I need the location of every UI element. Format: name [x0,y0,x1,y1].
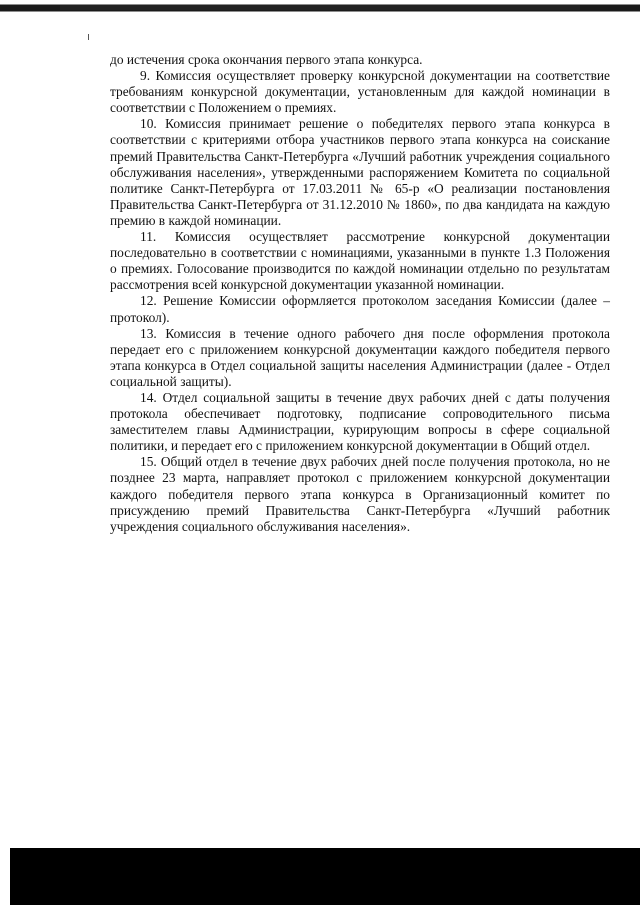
paragraph-text: Комиссия осуществляет проверку конкурсной документации на соответствие требованиям конкурсной документации, установленным для каждой номинации в соответствии с Положением о премиях. [110,68,610,116]
scan-speck [88,34,89,40]
paragraph-13 [110,326,610,390]
paragraph-number: 15. [140,454,157,470]
paragraph-number: 12. [140,293,157,309]
paragraph-text: Комиссия осуществляет рассмотрение конкурсной документации последовательно в соответствии с номинациями, указанными в пункте 1.3 Положения о премиях. Голосование производится по каждой номинации отдельно по результатам рассмотрения всей конкурсной документации указанной номинации. [110,229,610,293]
paragraph-number: 13. [140,325,157,341]
paragraph-text: Общий отдел в течение двух рабочих дней после получения протокола, но не позднее 23 марта, направляет протокол с приложением конкурсной документации каждого победителя первого этапа конкурса в Организационный комитет по присуждению премий Правительства Санкт-Петербурга «Лучший работник учреждения социального обслуживания населения». [110,454,610,534]
paragraph-continuation: до истечения срока окончания первого этапа конкурса. [110,52,423,67]
paragraph-number: 9. [140,68,151,84]
paragraph-10 [110,116,610,229]
paragraph-text: Отдел социальной защиты в течение двух рабочих дней с даты получения протокола обеспечивает подготовку, подписание сопроводительного письма заместителем главы Администрации, курирующим вопросы в сфере социальной политики, и передает его с приложением конкурсной документации в Общий отдел. [110,389,610,454]
paragraph-14 [110,390,610,454]
document-page [110,52,610,535]
paragraph-text: Комиссия принимает решение о победителях первого этапа конкурса в соответствии с критериями отбора участников первого этапа конкурса на соискание премий Правительства Санкт-Петербурга «Лучший работник учреждения социального обслуживания населения», утвержденными распоряжением Комитета по социальной политике Санкт-Петербурга от 17.03.2011 № 65-р «О реализации постановления Правительства Санкт-Петербурга от 31.12.2010 № 1860», по два кандидата на каждую премию в каждой номинации. [110,116,610,228]
paragraph-text: Решение Комиссии оформляется протоколом заседания Комиссии (далее – протокол). [110,293,610,325]
scan-edge-top-shadow [60,5,580,10]
paragraph-11 [110,229,610,293]
paragraph-number: 11. [140,229,157,245]
paragraph-12 [110,293,610,325]
scan-edge-bottom [10,848,640,905]
paragraph-9 [110,68,610,116]
scan-edge-top [0,0,640,16]
paragraph-number: 14. [140,389,157,405]
paragraph-text: Комиссия в течение одного рабочего дня после оформления протокола передает его с приложением конкурсной документации каждого победителя первого этапа конкурса в Отдел социальной защиты населения Администрации (далее - Отдел социальной защиты). [110,325,610,389]
paragraph-15 [110,454,610,534]
paragraph-number: 10. [140,116,157,132]
